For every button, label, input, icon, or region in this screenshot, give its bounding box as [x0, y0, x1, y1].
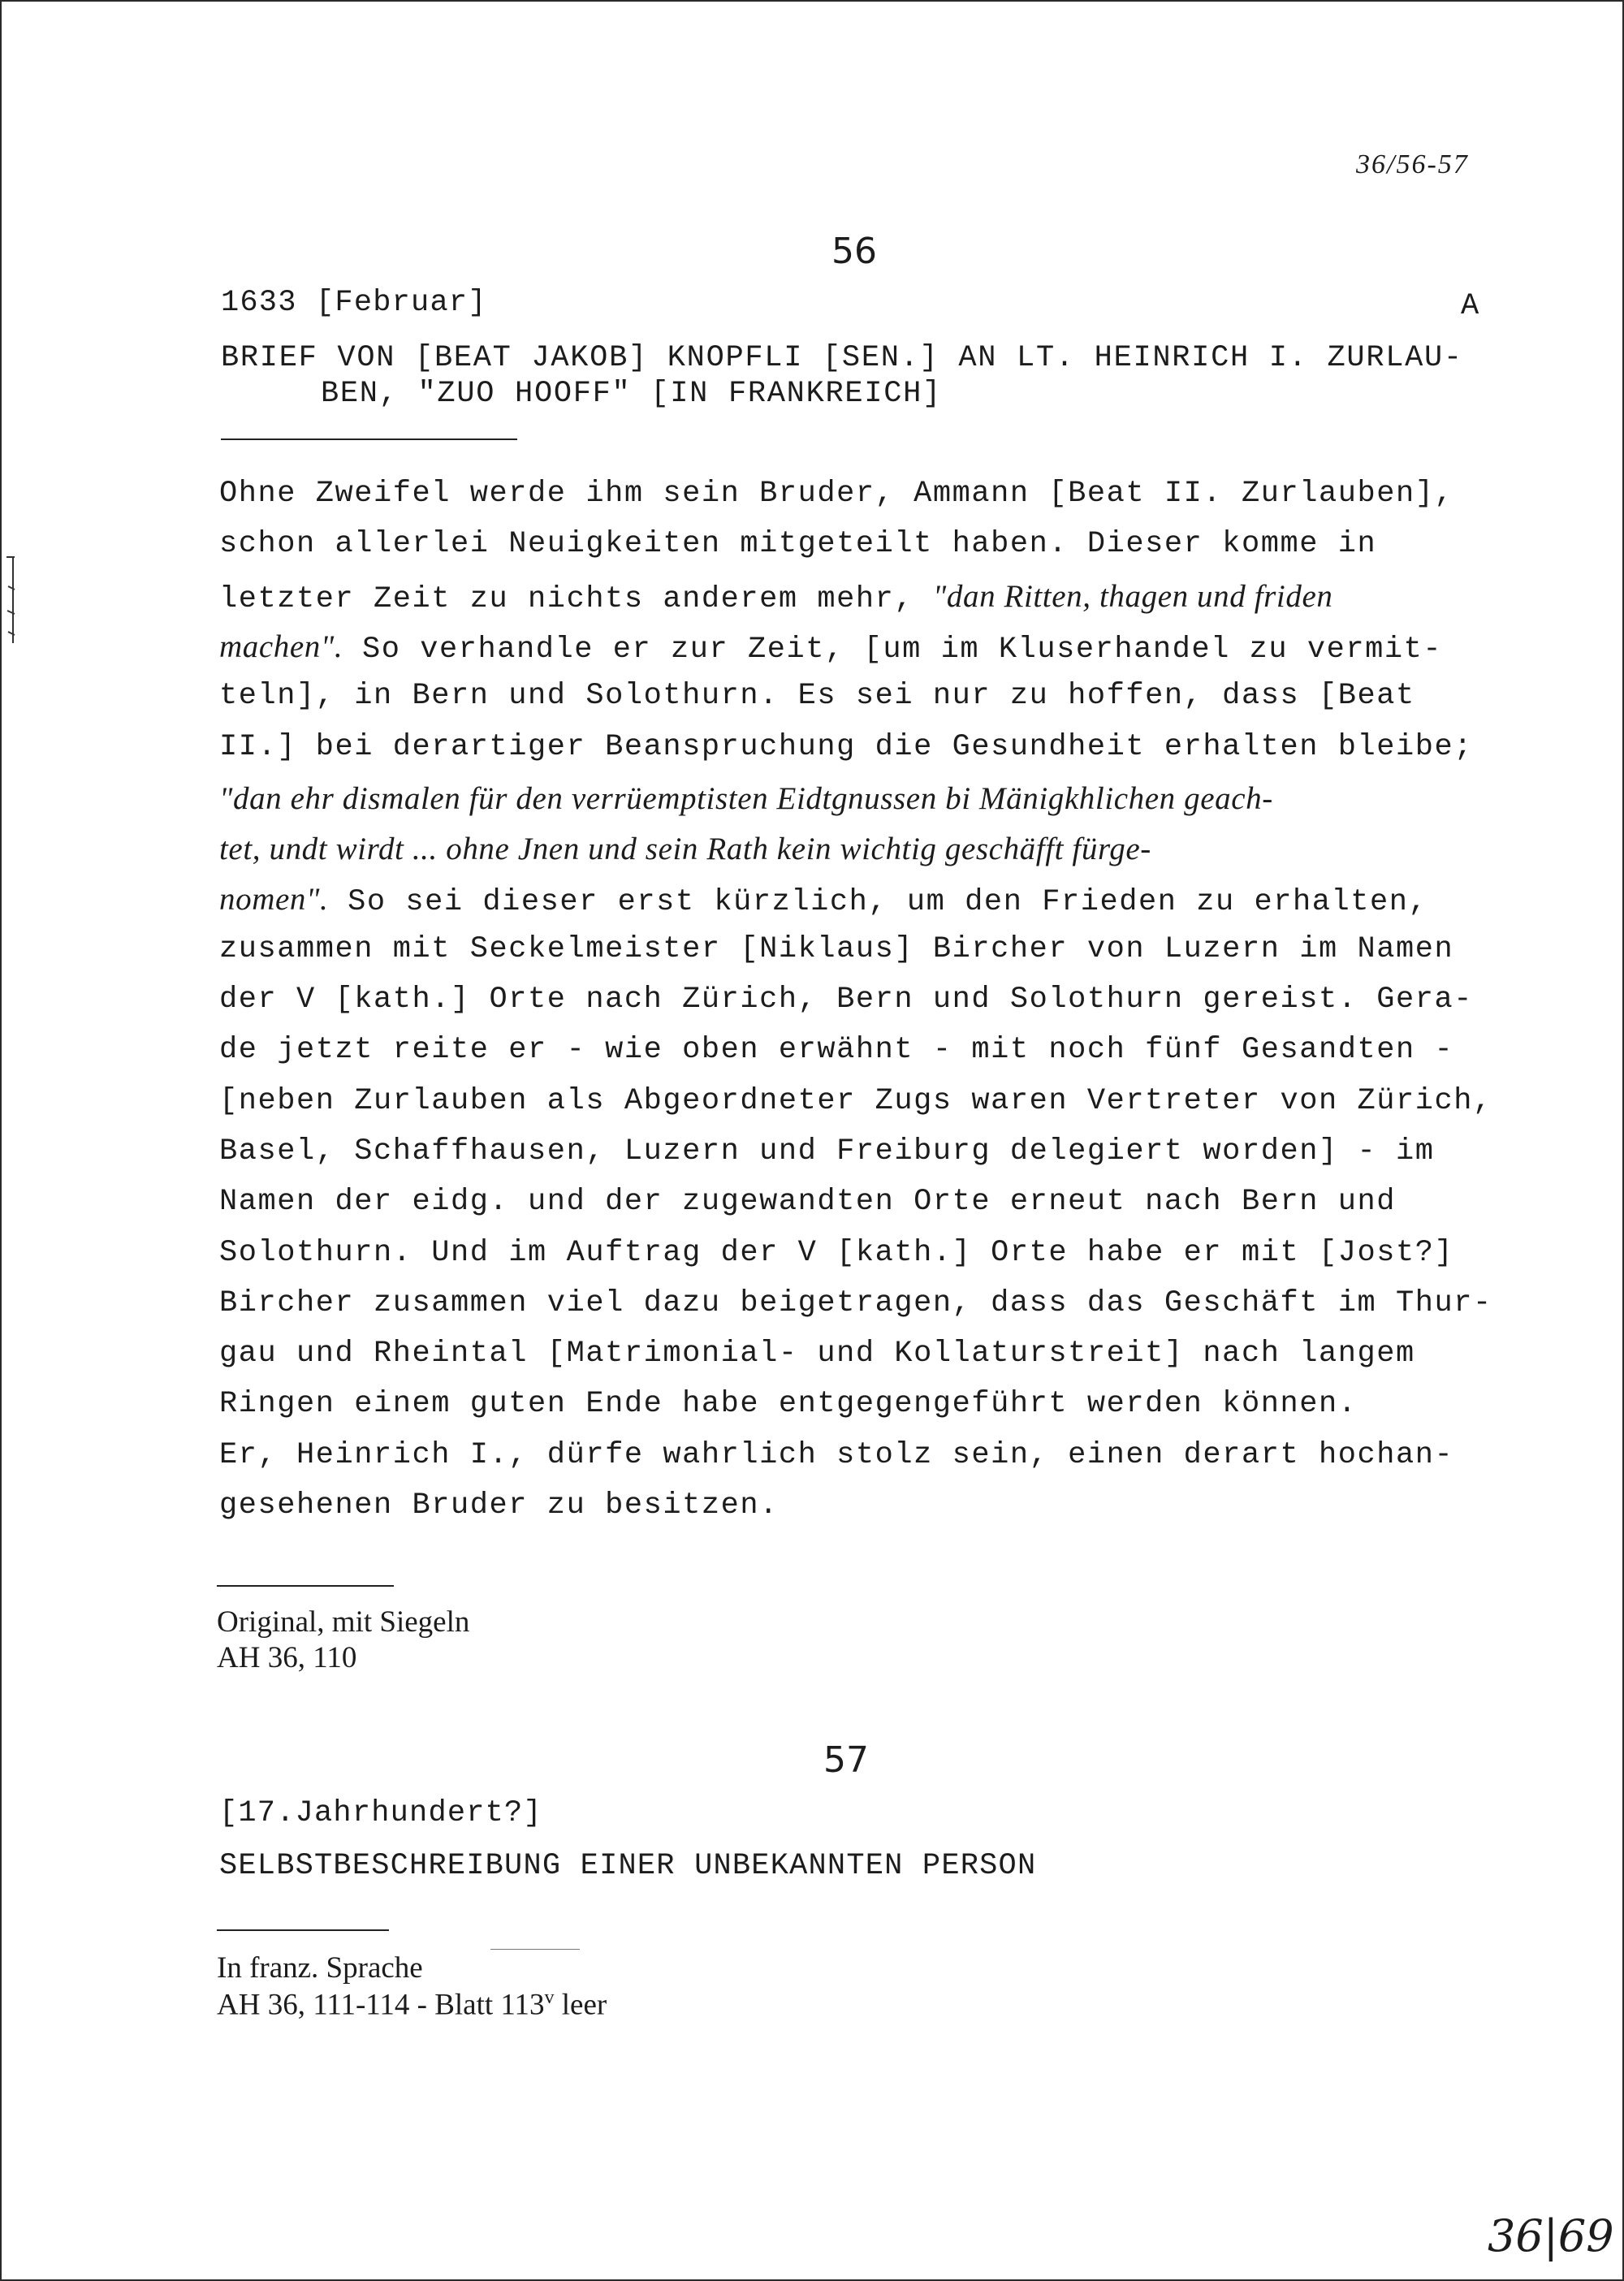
- body-text-segment: zusammen mit Seckelmeister [Niklaus] Bircher von Luzern im Namen: [219, 931, 1454, 966]
- body-text-segment: gau und Rheintal [Matrimonial- und Kollaturstreit] nach langem: [219, 1337, 1415, 1372]
- entry-56-title-line-2: BEN, "ZUO HOOFF" [IN FRANKREICH]: [321, 377, 942, 411]
- entry-57-date: [17.Jahrhundert?]: [219, 1796, 542, 1830]
- body-text-segment: Namen der eidg. und der zugewandten Orte erneut nach Bern und: [219, 1185, 1396, 1220]
- body-line: [219, 1488, 779, 1523]
- entry-57-note-language: In franz. Sprache: [217, 1951, 423, 1985]
- entry-56-date: 1633 [Februar]: [221, 286, 487, 320]
- entry-56-note-source: AH 36, 110: [217, 1641, 357, 1674]
- entry-57-note-source: [217, 1987, 607, 2022]
- body-line: [219, 1387, 1357, 1421]
- body-line: [219, 477, 1453, 511]
- body-line: [219, 629, 1442, 667]
- body-quote-segment: machen".: [219, 629, 343, 664]
- body-line: [219, 1033, 1453, 1067]
- entry-57-note-source-end: leer: [554, 1988, 607, 2022]
- body-text-segment: Er, Heinrich I., dürfe wahrlich stolz sein, einen derart hochan-: [219, 1437, 1454, 1472]
- binding-mark: [3, 554, 19, 659]
- entry-57-note-source-sup: v: [544, 1987, 555, 2008]
- body-line: [219, 1286, 1492, 1320]
- entry-57-title: SELBSTBESCHREIBUNG EINER UNBEKANNTEN PERSON: [219, 1849, 1037, 1883]
- entry-57-number: 57: [823, 1739, 869, 1781]
- body-text-segment: teln], in Bern und Solothurn. Es sei nur zu hoffen, dass [Beat: [219, 679, 1415, 714]
- body-line: [219, 780, 1273, 819]
- body-text-segment: Ohne Zweifel werde ihm sein Bruder, Ammann [Beat II. Zurlauben],: [219, 477, 1454, 511]
- stray-pen-mark: [490, 1949, 580, 1950]
- body-line: [219, 983, 1473, 1017]
- entry-56-note-rule: [217, 1585, 394, 1587]
- handwritten-folio-mark: 36|69: [1488, 2210, 1614, 2262]
- body-text-segment: Bircher zusammen viel dazu beigetragen, dass das Geschäft im Thur-: [219, 1285, 1492, 1320]
- body-line: [219, 1236, 1453, 1270]
- body-text-segment: II.] bei derartiger Beanspruchung die Gesundheit erhalten bleibe;: [219, 729, 1473, 764]
- body-text-segment: Solothurn. Und im Auftrag der V [kath.] Orte habe er mit [Jost?]: [219, 1235, 1454, 1270]
- body-line: [219, 1134, 1434, 1169]
- body-text-segment: [neben Zurlauben als Abgeordneter Zugs waren Vertreter von Zürich,: [219, 1083, 1492, 1118]
- body-line: [219, 1185, 1396, 1219]
- entry-56-title-rule: [221, 438, 517, 440]
- body-line: [219, 679, 1415, 713]
- body-line: [219, 1337, 1415, 1371]
- body-line: [219, 831, 1151, 869]
- body-line: [219, 1084, 1492, 1118]
- body-text-segment: Ringen einem guten Ende habe entgegengeführt werden können.: [219, 1387, 1358, 1422]
- body-quote-segment: nomen".: [219, 882, 329, 918]
- entry-56-note-original: Original, mit Siegeln: [217, 1605, 470, 1639]
- body-line: [219, 527, 1376, 561]
- body-line: [219, 1438, 1453, 1472]
- body-text-segment: So sei dieser erst kürzlich, um den Frieden zu erhalten,: [328, 885, 1428, 920]
- body-line: [219, 932, 1453, 966]
- body-text-segment: Basel, Schaffhausen, Luzern und Freiburg delegiert worden] - im: [219, 1134, 1435, 1169]
- body-text-segment: letzter Zeit zu nichts anderem mehr,: [219, 581, 933, 616]
- body-quote-segment: "dan ehr dismalen für den verrüemptisten Eidtgnussen bi Mänigkhlichen geach-: [219, 780, 1273, 816]
- body-text-segment: der V [kath.] Orte nach Zürich, Bern und Solothurn gereist. Gera-: [219, 983, 1473, 1017]
- body-text-segment: schon allerlei Neuigkeiten mitgeteilt haben. Dieser komme in: [219, 527, 1377, 562]
- entry-56-title-line-1: BRIEF VON [BEAT JAKOB] KNOPFLI [SEN.] AN LT. HEINRICH I. ZURLAU-: [221, 341, 1463, 375]
- body-line: [219, 578, 1332, 616]
- entry-56-number: 56: [831, 231, 877, 272]
- body-line: [219, 881, 1427, 919]
- entry-57-note-rule: [217, 1929, 389, 1931]
- body-quote-segment: tet, undt wirdt ... ohne Jnen und sein Rath kein wichtig geschäfft fürge-: [219, 832, 1151, 867]
- body-text-segment: So verhandle er zur Zeit, [um im Kluserhandel zu vermit-: [343, 632, 1443, 667]
- entry-57-note-source-main: AH 36, 111-114 - Blatt 113: [217, 1988, 545, 2022]
- page-reference: 36/56-57: [1356, 149, 1469, 179]
- body-quote-segment: "dan Ritten, thagen und friden: [932, 578, 1333, 614]
- entry-56-mark: A: [1461, 289, 1480, 323]
- body-line: [219, 730, 1473, 764]
- body-text-segment: gesehenen Bruder zu besitzen.: [219, 1488, 779, 1523]
- body-text-segment: de jetzt reite er - wie oben erwähnt - mit noch fünf Gesandten -: [219, 1033, 1454, 1068]
